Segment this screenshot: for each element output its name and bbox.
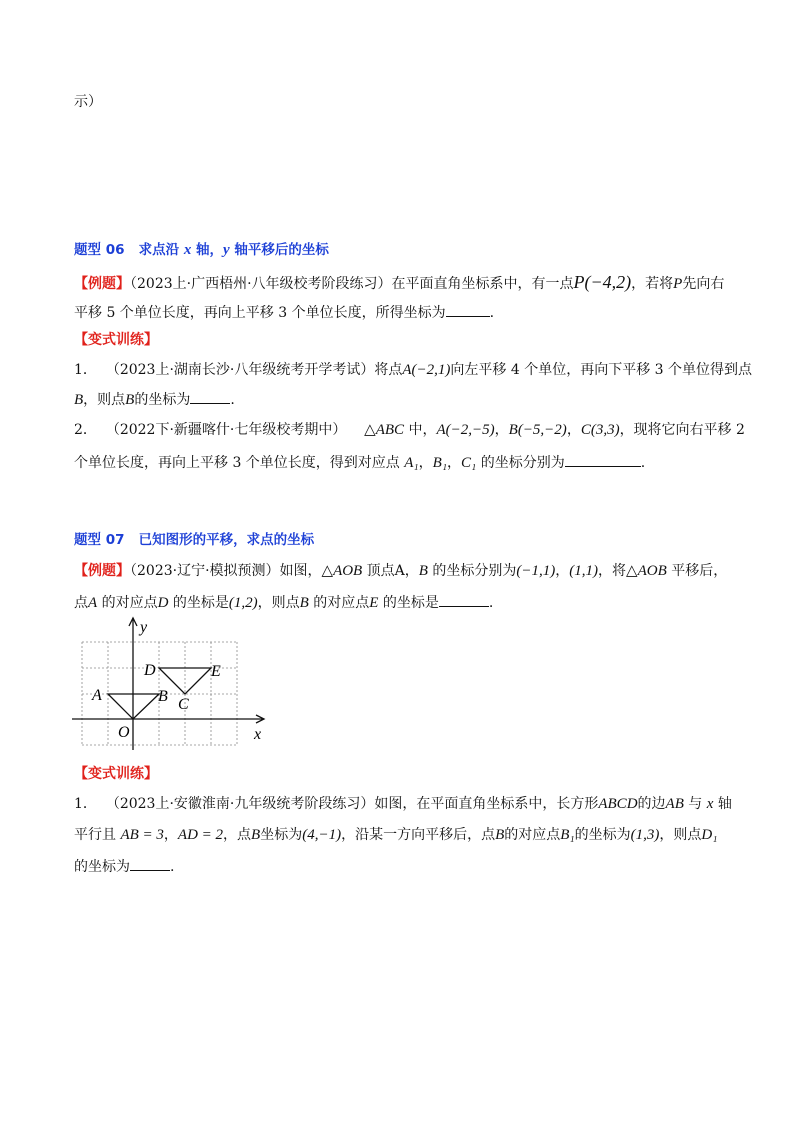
label-a: A [92, 687, 102, 704]
example-07-line-2: 点A 的对应点D 的坐标是(1,2)，则点B 的对应点E 的坐标是 . [74, 592, 734, 613]
label-b: B [158, 688, 168, 705]
example-06-line-1: 【例题】（2023上·广西梧州·八年级校考阶段练习）在平面直角坐标系中，有一点P(−4,2)，若将P先向右 [74, 272, 725, 292]
section-07-heading: 题型 07 已知图形的平移，求点的坐标 [74, 532, 315, 548]
label-o: O [118, 724, 130, 741]
answer-blank [565, 452, 641, 467]
example-06-line-2: 平移 5 个单位长度，再向上平移 3 个单位长度，所得坐标为 . [74, 302, 734, 323]
exercise-06-2-line-2: 个单位长度，再向上平移 3 个单位长度，得到对应点 A₁，B₁，C₁ 的坐标分别为 . [74, 452, 734, 473]
label-e: E [211, 663, 221, 680]
label-c: C [178, 696, 189, 713]
answer-blank [190, 389, 230, 404]
label-d: D [144, 662, 156, 679]
axes [72, 618, 264, 750]
answer-blank [439, 592, 489, 607]
continued-text: 示） [74, 94, 102, 110]
label-x-axis: x [254, 726, 262, 743]
answer-blank [130, 856, 170, 871]
answer-blank [446, 302, 490, 317]
exercise-06-1-line-1: 1． （2023上·湖南长沙·八年级统考开学考试）将点A(−2,1)向左平移 4 个单位，再向下平移 3 个单位得到点 [74, 362, 753, 378]
coordinate-figure [72, 614, 272, 750]
section-06-heading: 题型 06 求点沿 x 轴，y 轴平移后的坐标 [74, 242, 329, 258]
label-y-axis: y [140, 619, 148, 636]
exercise-07-1-line-2: 平行且 AB = 3，AD = 2，点B坐标为(4,−1)，沿某一方向平移后，点B的对应点B₁的坐标为(1,3)，则点D₁ [74, 827, 718, 843]
variant-training-label-06: 【变式训练】 [74, 332, 158, 348]
exercise-07-1-line-3: 的坐标为 . [74, 856, 734, 877]
exercise-07-1-line-1: 1． （2023上·安徽淮南·九年级统考阶段练习）如图，在平面直角坐标系中，长方形ABCD的边AB 与 x 轴 [74, 796, 732, 812]
exercise-06-1-line-2: B，则点B的坐标为 . [74, 389, 734, 410]
example-07-line-1: 【例题】（2023·辽宁·模拟预测）如图，△AOB 顶点A，B 的坐标分别为(−1,1)，(1,1)，将△AOB 平移后， [74, 563, 728, 579]
exercise-06-2-line-1: 2． （2022下·新疆喀什·七年级校考期中） △ABC 中，A(−2,−5)，B(−5,−2)，C(3,3)，现将它向右平移 2 [74, 422, 745, 438]
variant-training-label-07: 【变式训练】 [74, 766, 158, 782]
